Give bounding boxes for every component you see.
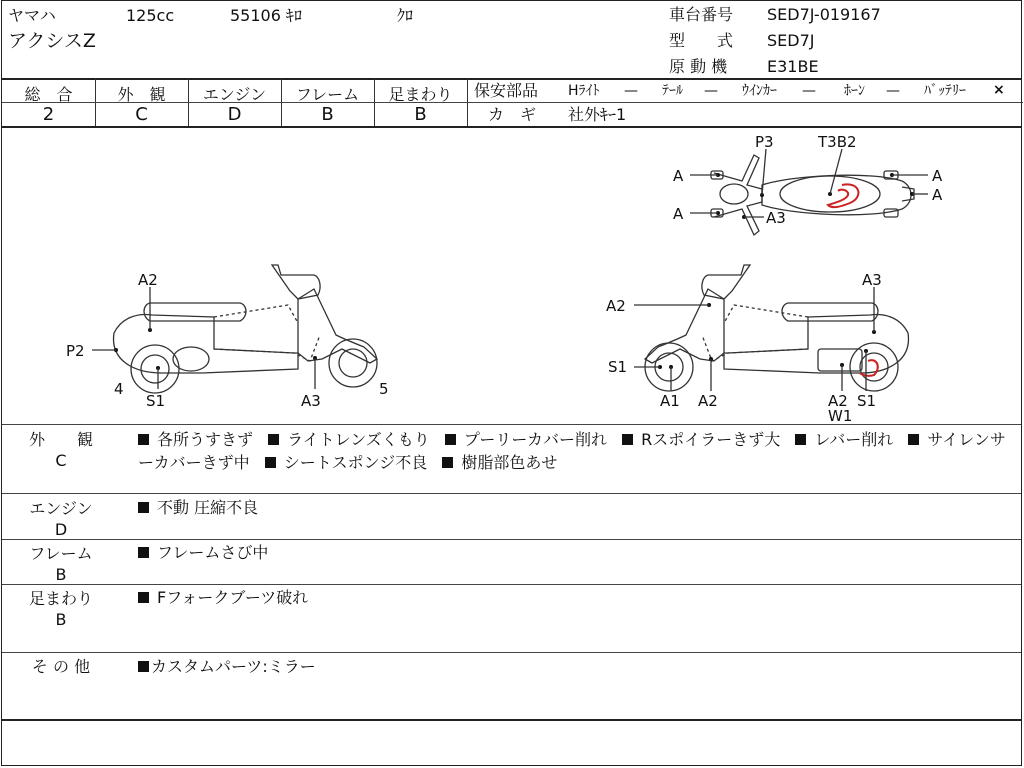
key-value: 社外ｷｰ1: [568, 105, 627, 124]
section-other-label: そ の 他: [31, 657, 91, 676]
label-top-p3: P3: [755, 133, 774, 151]
divider: [2, 424, 1021, 425]
safety-item-horn: ﾎｰﾝ: [844, 83, 865, 99]
section-frame-notes: [138, 541, 1018, 564]
safety-mark-tail: —: [704, 83, 718, 99]
section-exterior-notes: [138, 428, 1018, 474]
label-left-a3: A3: [301, 392, 321, 410]
grade-suspension-value: B: [414, 104, 427, 125]
safety-item-winker: ｳｲﾝｶｰ: [742, 83, 777, 99]
safety-mark-battery: ×: [993, 82, 1005, 98]
bullet-icon: [138, 592, 149, 603]
engine-label: 原 動 機: [669, 57, 728, 76]
note-item: ライトレンズくもり: [287, 430, 430, 449]
label-top-a-3: A: [932, 167, 943, 185]
label-right-a3: A3: [862, 271, 882, 289]
grade-suspension-label: 足まわり: [388, 85, 453, 104]
note-item: Fフォークブーツ破れ: [157, 588, 309, 607]
bullet-icon: [622, 434, 633, 445]
section-other-notes: [138, 655, 1018, 678]
label-right-s1-2: S1: [857, 392, 877, 410]
section-engine-grade: D: [54, 520, 68, 539]
note-item: 各所うすきず: [157, 430, 254, 449]
section-frame-label: フレーム: [29, 544, 93, 563]
grade-frame-value: B: [321, 104, 334, 125]
safety-mark-horn: —: [886, 83, 900, 99]
bullet-icon: [138, 434, 149, 445]
note-item: プーリーカバー削れ: [463, 430, 608, 449]
label-left-5: 5: [379, 380, 389, 398]
bullet-icon: [442, 457, 453, 468]
label-right-s1-1: S1: [608, 358, 628, 376]
divider: [2, 652, 1021, 653]
grade-exterior-label: 外 観: [117, 85, 166, 104]
type-value: SED7J: [767, 31, 815, 50]
engine-value: E31BE: [767, 57, 819, 76]
label-top-t3b2: T3B2: [818, 133, 857, 151]
bullet-icon: [268, 434, 279, 445]
note-item: レバー削れ: [814, 430, 894, 449]
section-suspension-grade: B: [55, 610, 67, 629]
section-exterior-label: 外 観: [28, 430, 93, 449]
label-right-a1: A1: [660, 392, 680, 410]
divider: [2, 493, 1021, 494]
safety-item-headlight: Hﾗｲﾄ: [568, 83, 600, 99]
inspection-sheet: [1, 0, 1022, 766]
damage-diagram: [2, 127, 1021, 425]
grade-engine-label: エンジン: [202, 85, 267, 104]
section-suspension-notes: [138, 586, 1018, 609]
grade-engine-value: D: [227, 104, 242, 125]
bullet-icon: [445, 434, 456, 445]
grade-exterior-value: C: [135, 104, 148, 125]
color: ｸﾛ: [397, 6, 414, 25]
mileage: 55106 ｷﾛ: [230, 6, 302, 25]
note-item: フレームさび中: [157, 543, 269, 562]
frame-no: SED7J-019167: [767, 5, 881, 24]
divider: [2, 719, 1021, 721]
safety-mark-headlight: —: [624, 83, 638, 99]
label-right-a2-2: A2: [698, 392, 718, 410]
label-left-a2: A2: [138, 271, 158, 289]
maker: ヤマハ: [8, 6, 56, 25]
safety-item-battery: ﾊﾞｯﾃﾘｰ: [924, 83, 966, 99]
note-item: サイレンサーカバーきず中: [138, 430, 1006, 472]
section-suspension-label: 足まわり: [28, 589, 93, 608]
note-item: カスタムパーツ:ミラー: [151, 657, 316, 676]
label-top-a3: A3: [766, 209, 786, 227]
grade-overall-label: 総 合: [24, 85, 73, 104]
bullet-icon: [138, 661, 149, 672]
model-name: アクシスZ: [8, 30, 96, 52]
scooter-left-view: [92, 265, 377, 393]
bullet-icon: [138, 502, 149, 513]
label-top-a-1: A: [673, 167, 684, 185]
note-item: 不動 圧縮不良: [157, 498, 259, 517]
safety-item-tail: ﾃｰﾙ: [662, 83, 683, 99]
frame-no-label: 車台番号: [669, 5, 734, 24]
scooter-top-view: [690, 149, 928, 235]
section-engine-notes: [138, 496, 1018, 519]
note-item: Rスポイラーきず大: [641, 430, 781, 449]
label-top-a-2: A: [673, 205, 684, 223]
bullet-icon: [138, 547, 149, 558]
note-item: 樹脂部色あせ: [461, 453, 558, 472]
bullet-icon: [265, 457, 276, 468]
safety-label: 保安部品: [474, 81, 539, 100]
grade-frame-label: フレーム: [295, 85, 360, 104]
section-engine-label: エンジン: [29, 499, 93, 518]
note-item: シートスポンジ不良: [283, 453, 428, 472]
type-label: 型 式: [669, 31, 734, 50]
label-left-s1: S1: [146, 392, 166, 410]
label-left-4: 4: [114, 380, 124, 398]
divider: [2, 78, 1021, 80]
label-right-a2-3: A2: [828, 392, 848, 410]
bullet-icon: [908, 434, 919, 445]
label-right-w1: W1: [828, 407, 853, 425]
divider: [467, 102, 1023, 103]
displacement: 125cc: [126, 6, 175, 25]
divider: [2, 584, 1021, 585]
safety-mark-winker: —: [802, 83, 816, 99]
label-right-a2-1: A2: [606, 297, 626, 315]
label-left-p2: P2: [66, 342, 85, 360]
grade-overall-value: 2: [42, 104, 55, 125]
section-frame-grade: B: [55, 565, 67, 584]
key-label: カ ギ: [488, 105, 537, 124]
section-exterior-grade: C: [55, 451, 67, 470]
divider: [2, 539, 1021, 540]
label-top-a-4: A: [932, 186, 943, 204]
bullet-icon: [795, 434, 806, 445]
